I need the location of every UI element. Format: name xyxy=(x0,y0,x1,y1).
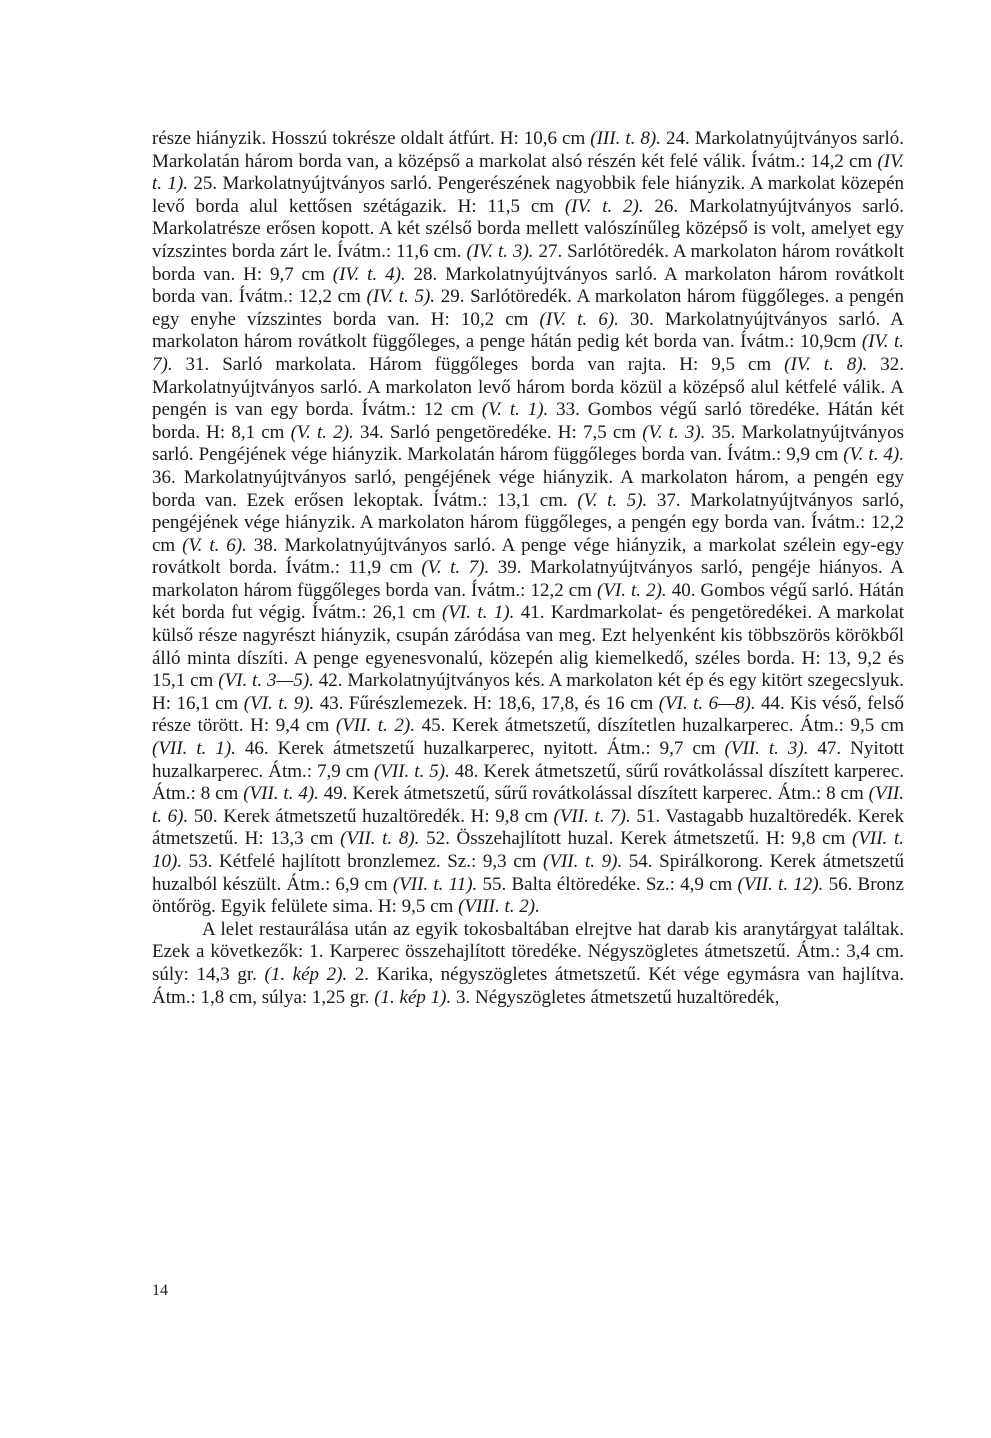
text-run: 38. Markolatnyújtványos sarló. A penge vége hiányzik, a markolat szélein egy-egy rovátkolt borda. Ívátm.: 11,9 cm xyxy=(152,534,904,579)
plate-reference: (V. t. 6). xyxy=(182,534,247,556)
plate-reference: (III. t. 8). xyxy=(590,128,661,149)
text-run: 37. Markolatnyújtványos sarló, pengéjének vége hiányzik. A markolaton három függőleges, a pengén egy borda van. Ívátm.: 12,2 cm xyxy=(152,489,904,556)
text-run: A lelet restaurálása után az egyik tokosbaltában elrejtve hat darab kis aranytárgyat találtak. Ezek a következők: 1. Karperec összehajlított töredéke. Négyszögletes átmetszetű. Átm.: 3,4 cm. súly: 14,3 gr. xyxy=(152,918,904,985)
plate-reference: (V. t. 4). xyxy=(843,444,904,466)
text-run: 45. Kerek átmetszetű, díszítetlen huzalkarperec. Átm.: 9,5 cm xyxy=(414,715,904,737)
plate-reference: (VIII. t. 2). xyxy=(458,896,540,918)
text-run: 34. Sarló pengetöredéke. H: 7,5 cm xyxy=(353,421,643,443)
text-run: 30. Markolatnyújtványos sarló. A markolaton három rovátkolt függőleges, a penge hátán pedig két borda van. Ívátm.: 10,9cm xyxy=(152,308,904,353)
plate-reference: (VII. t. 12). xyxy=(737,873,824,895)
plate-reference: (VII. t. 8). xyxy=(340,828,420,850)
plate-reference: (VII. t. 10). xyxy=(152,828,904,872)
plate-reference: (VI. t. 6—8). xyxy=(658,692,756,714)
plate-reference: (VII. t. 5). xyxy=(373,760,450,782)
plate-reference: (V. t. 1). xyxy=(481,399,549,421)
plate-reference: (IV. t. 5). xyxy=(366,286,436,308)
plate-reference: (IV. t. 3). xyxy=(466,240,534,262)
plate-reference: (VII. t. 2). xyxy=(335,715,415,737)
text-run: 44. Kis véső, felső része törött. H: 9,4 cm xyxy=(152,692,904,737)
plate-reference: (VI. t. 1). xyxy=(441,602,515,624)
text-run: 35. Markolatnyújtványos sarló. Pengéjének vége hiányzik. Markolatán három függőleges borda van. Ívátm.: 9,9 cm xyxy=(152,421,905,466)
text-run: 50. Kerek átmetszetű huzaltöredék. H: 9,8 cm xyxy=(188,805,554,827)
plate-reference: (V. t. 2). xyxy=(290,421,354,443)
plate-reference: (IV. t. 4). xyxy=(332,263,406,285)
text-run: 41. Kardmarkolat- és pengetöredékei. A markolat külső része nagyrészt hiányzik, csupán záródása van meg. Ezt helyenként kis többszörös körökből álló minta díszíti. A penge egyenesvonalú, közepén alig kiemelkedő, széles borda. H: 13, 9,2 és 15,1 cm xyxy=(152,602,904,692)
text-run: 26. Markolatnyújtványos sarló. Markolatrésze erősen kopott. A két szélső borda mellett valószínűleg középső is volt, amelyet egy vízszintes borda zárt le. Ívátm.: 11,6 cm. xyxy=(152,195,905,262)
text-run: 24. Markolatnyújtványos sarló. Markolatán három borda van, a középső a markolat alsó részén két felé válik. Ívátm.: 14,2 cm xyxy=(152,128,905,172)
text-run: 48. Kerek átmetszetű, sűrű rovátkolással díszített karperec. Átm.: 8 cm xyxy=(152,760,904,805)
text-run: 28. Markolatnyújtványos sarló. A markolaton három rovátkolt borda van. Ívátm.: 12,2 cm xyxy=(152,263,904,308)
plate-reference: (1. kép 1). xyxy=(374,986,452,1008)
paragraph-gold-objects xyxy=(152,919,904,1009)
text-run: 27. Sarlótöredék. A markolaton három rovátkolt borda van. H: 9,7 cm xyxy=(152,240,904,285)
plate-reference: (VII. t. 9). xyxy=(543,851,623,872)
text-run: része hiányzik. Hosszú tokrésze oldalt átfúrt. H: 10,6 cm xyxy=(152,128,591,149)
text-run: 39. Markolatnyújtványos sarló, pengéje hiányos. A markolaton három függőleges borda van. Ívátm.: 12,2 cm xyxy=(152,557,905,601)
text-run: 33. Gombos végű sarló töredéke. Hátán két borda. H: 8,1 cm xyxy=(152,399,904,443)
text-run: 56. Bronz öntőrög. Egyik felülete sima. H: 9,5 cm xyxy=(152,873,904,918)
text-run: 53. Kétfelé hajlított bronzlemez. Sz.: 9,3 cm xyxy=(182,851,544,872)
text-run: 29. Sarlótöredék. A markolaton három függőleges. a pengén egy enyhe vízszintes borda van. H: 10,2 cm xyxy=(152,286,904,330)
plate-reference: (IV. t. 8). xyxy=(784,353,868,375)
text-run: 52. Összehajlított huzal. Kerek átmetszetű. H: 9,8 cm xyxy=(419,828,852,850)
text-run: 42. Markolatnyújtványos kés. A markolaton két ép és egy kitört szegecslyuk. H: 16,1 cm xyxy=(152,670,904,714)
text-run: 54. Spirálkorong. Kerek átmetszetű huzalból készült. Átm.: 6,9 cm xyxy=(152,851,904,895)
paragraph-item-descriptions xyxy=(152,128,904,919)
text-run: 55. Balta éltöredéke. Sz.: 4,9 cm xyxy=(477,873,738,895)
plate-reference: (VII. t. 7). xyxy=(553,805,631,827)
plate-reference: (IV. t. 1). xyxy=(152,150,904,195)
text-run: 36. Markolatnyújtványos sarló, pengéjének vége hiányzik. A markolaton három, a pengén egy borda van. Ezek erősen lekoptak. Ívátm.: 13,1 cm. xyxy=(152,466,904,511)
plate-reference: (VII. t. 3). xyxy=(724,738,809,760)
plate-reference: (VII. t. 6). xyxy=(152,783,904,827)
text-run: 25. Markolatnyújtványos sarló. Pengerészének nagyobbik fele hiányzik. A markolat közepén levő borda alul kettősen szétágazik. H: 11,5 cm xyxy=(152,173,904,217)
plate-reference: (VII. t. 4). xyxy=(243,783,319,805)
plate-reference: (IV. t. 6). xyxy=(539,308,619,330)
plate-reference: (1. kép 2). xyxy=(264,963,348,985)
plate-reference: (IV. t. 2). xyxy=(564,195,644,217)
page-number: 14 xyxy=(152,1282,168,1299)
plate-reference: (V. t. 7). xyxy=(421,557,490,579)
plate-reference: (VII. t. 1). xyxy=(152,738,236,760)
text-run: 31. Sarló markolata. Három függőleges borda van rajta. H: 9,5 cm xyxy=(172,353,785,375)
text-run: 32. Markolatnyújtványos sarló. A markolaton levő három borda közül a középső alul kétfelé válik. A pengén is van egy borda. Ívátm.: 12 cm xyxy=(152,353,905,421)
text-run: 40. Gombos végű sarló. Hátán két borda fut végig. Ívátm.: 26,1 cm xyxy=(152,579,904,624)
text-run: 3. Négyszögletes átmetszetű huzaltöredék, xyxy=(451,986,780,1008)
text-run: 49. Kerek átmetszetű, sűrű rovátkolással díszített karperec. Átm.: 8 cm xyxy=(318,783,869,805)
plate-reference: (IV. t. 7). xyxy=(152,331,904,375)
plate-reference: (VI. t. 9). xyxy=(243,692,315,714)
plate-reference: (V. t. 5). xyxy=(577,489,648,511)
text-run: 51. Vastagabb huzaltöredék. Kerek átmetszetű. H: 13,3 cm xyxy=(152,805,904,850)
plate-reference: (VII. t. 11). xyxy=(392,873,478,895)
plate-reference: (VI. t. 3—5). xyxy=(218,670,314,692)
text-run: 2. Karika, négyszögletes átmetszetű. Két vége egymásra van hajlítva. Átm.: 1,8 cm, súlya: 1,25 gr. xyxy=(152,963,905,1008)
text-run: 46. Kerek átmetszetű huzalkarperec, nyitott. Átm.: 9,7 cm xyxy=(235,738,725,760)
page-body xyxy=(152,128,904,1009)
plate-reference: (V. t. 3). xyxy=(642,421,706,443)
text-run: 43. Fűrészlemezek. H: 18,6, 17,8, és 16 cm xyxy=(314,692,659,714)
plate-reference: (VI. t. 2). xyxy=(596,579,667,601)
text-run: 47. Nyitott huzalkarperec. Átm.: 7,9 cm xyxy=(152,738,904,782)
